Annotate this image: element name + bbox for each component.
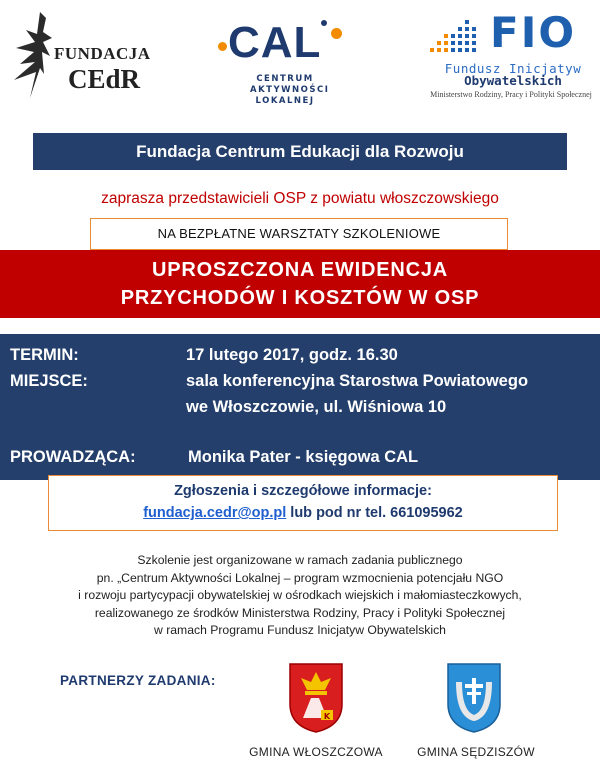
cal-dot-icon	[321, 20, 327, 26]
svg-text:K: K	[323, 712, 331, 721]
free-workshop-box: NA BEZPŁATNE WARSZTATY SZKOLENIOWE	[90, 218, 508, 250]
tree-icon	[10, 8, 60, 104]
miejsce-line1: sala konferencyjna Starostwa Powiatowego	[186, 372, 529, 390]
termin-value: 17 lutego 2017, godz. 16.30	[186, 346, 398, 364]
description-line: realizowanego ze środków Ministerstwa Rodziny, Pracy i Polityki Społecznej	[94, 605, 506, 620]
fio-logo-line2: Obywatelskich	[464, 73, 562, 88]
prowadzaca-label: PROWADZĄCA:	[10, 448, 136, 466]
cal-dot-icon	[218, 42, 227, 51]
logo-fundacja-cedr	[10, 8, 160, 108]
contact-box	[48, 475, 558, 531]
event-info-panel	[0, 334, 600, 480]
contact-heading: Zgłoszenia i szczegółowe informacje:	[174, 483, 432, 499]
fio-logo-line3: Ministerstwo Rodziny, Pracy i Polityki Społecznej	[430, 90, 592, 99]
cedr-logo-line1: FUNDACJA	[54, 44, 151, 63]
title-line2: PRZYCHODÓW I KOSZTÓW W OSP	[120, 287, 480, 309]
email-link[interactable]: fundacja.cedr@op.pl	[143, 505, 287, 521]
cal-logo-mark: CAL	[228, 18, 322, 67]
cal-logo-sub3: LOKALNEJ	[255, 96, 315, 106]
foundation-banner: Fundacja Centrum Edukacji dla Rozwoju	[33, 133, 567, 170]
cal-logo-sub1: CENTRUM	[256, 74, 314, 84]
sedziszow-crest-icon	[443, 660, 505, 735]
description-line: Szkolenie jest organizowane w ramach zadania publicznego	[137, 553, 463, 567]
description-line: w ramach Programu Fundusz Inicjatyw Obywatelskich	[154, 623, 446, 638]
logo-fio	[424, 8, 594, 108]
phone-text: lub pod nr tel. 661095962	[286, 505, 463, 521]
fio-logo-mark: FIO	[490, 8, 577, 57]
description-line: pn. „Centrum Aktywności Lokalnej – program wzmocnienia potencjału NGO	[96, 570, 504, 585]
partners-label: PARTNERZY ZADANIA:	[60, 673, 216, 688]
termin-label: TERMIN:	[10, 346, 79, 364]
gmina-wloszczowa-label: GMINA WŁOSZCZOWA	[249, 745, 383, 759]
cal-logo-sub2: AKTYWNOŚCI	[250, 85, 330, 95]
invite-text: zaprasza przedstawicieli OSP z powiatu włoszczowskiego	[101, 190, 499, 207]
fio-logo-line1: Fundusz Inicjatyw	[444, 61, 582, 76]
gmina-sedziszow-label: GMINA SĘDZISZÓW	[417, 745, 535, 759]
logo-cal	[214, 14, 354, 114]
cal-dot-icon	[331, 28, 342, 39]
dots-grid-icon	[428, 16, 486, 56]
contact-line	[49, 505, 557, 521]
title-banner	[0, 250, 600, 318]
prowadzaca-value: Monika Pater - księgowa CAL	[188, 448, 419, 466]
miejsce-line2: we Włoszczowie, ul. Wiśniowa 10	[186, 398, 447, 416]
cedr-logo-line2: CEdR	[68, 64, 141, 94]
description-line: i rozwoju partycypacji obywatelskiej w ośrodkach wiejskich i małomiasteczkowych,	[78, 588, 522, 603]
wloszczowa-crest-icon	[285, 660, 347, 735]
project-description	[0, 552, 600, 640]
title-line1: UPROSZCZONA EWIDENCJA	[151, 259, 449, 281]
miejsce-label: MIEJSCE:	[10, 372, 88, 390]
